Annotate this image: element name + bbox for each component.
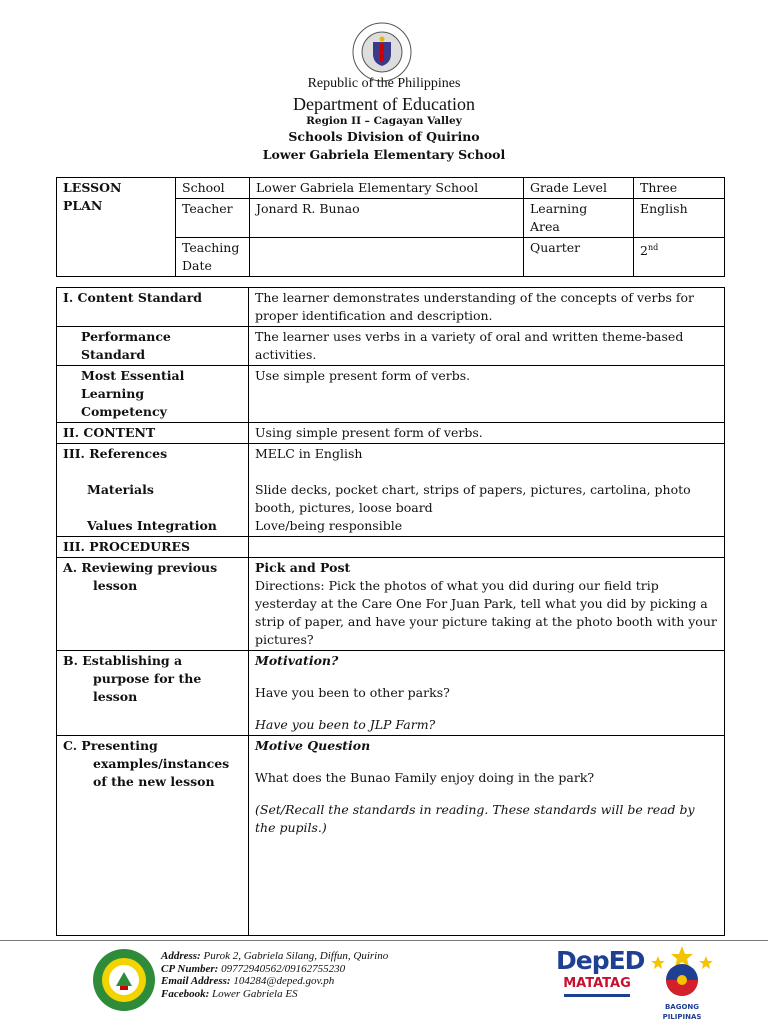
footer-contact-info: Address: Purok 2, Gabriela Silang, Diffun, Quirino CP Number: 09772940562/09162755230 Email Address: 104284@deped.gov.ph Facebook: Lower Gabriela ES [161, 950, 389, 1000]
presenting-examples-value: Motive Question What does the Bunao Family enjoy doing in the park? (Set/Recall the standards in reading. These standards will be read by the pupils.) [249, 736, 725, 936]
deped-seal-logo [352, 22, 412, 82]
matatag-wordmark: MATATAG [563, 976, 631, 991]
presenting-examples-label: C. Presenting examples/instances of the new lesson [57, 736, 249, 936]
content-standard-value: The learner demonstrates understanding of the concepts of verbs for proper identification and description. [249, 288, 725, 327]
performance-standard-value: The learner uses verbs in a variety of oral and written theme-based activities. [249, 327, 725, 366]
content-label: II. CONTENT [57, 423, 249, 444]
deped-matatag-logo [556, 946, 645, 1006]
republic-heading: Republic of the Philippines [307, 76, 461, 91]
teacher-value: Jonard R. Bunao [250, 199, 524, 238]
materials-label: Materials [87, 482, 154, 497]
table-row [57, 736, 725, 936]
table-row [57, 537, 725, 558]
table-row [57, 651, 725, 736]
procedures-label: III. PROCEDURES [57, 537, 249, 558]
school-heading: Lower Gabriela Elementary School [262, 147, 506, 162]
learning-area-label: Learning Area [524, 199, 634, 238]
references-label: III. References Materials Values Integration [57, 444, 249, 537]
values-integration-value: Love/being responsible [255, 518, 403, 533]
division-heading: Schools Division of Quirino [288, 129, 480, 144]
quarter-label: Quarter [524, 238, 634, 277]
bagong-pilipinas-logo [646, 944, 718, 1021]
melc-label: Most Essential Learning Competency [57, 366, 249, 423]
reviewing-lesson-label: A. Reviewing previous lesson [57, 558, 249, 651]
grade-value: Three [634, 178, 725, 199]
lesson-plan-table [56, 287, 725, 936]
table-row [57, 423, 725, 444]
table-row [57, 444, 725, 537]
quarter-value: 2nd [634, 238, 725, 277]
purpose-value: Motivation? Have you been to other parks? Have you been to JLP Farm? [249, 651, 725, 736]
reviewing-lesson-value: Pick and Post Directions: Pick the photos of what you did during our field trip yesterday at the Care One For Juan Park, tell what you did by picking a strip of paper, and have your picture taking at the photo booth with your pictures? [249, 558, 725, 651]
lesson-plan-title: LESSON PLAN [57, 178, 176, 277]
melc-value: Use simple present form of verbs. [249, 366, 725, 423]
footer-divider [0, 940, 768, 941]
materials-value: Slide decks, pocket chart, strips of papers, pictures, cartolina, photo booth, pictures, loose board [255, 482, 691, 515]
bagong-pilipinas-text: BAGONG PILIPINAS [662, 1003, 702, 1021]
content-standard-label: I. Content Standard [57, 288, 249, 327]
table-row [57, 366, 725, 423]
school-seal-logo [92, 948, 156, 1012]
teaching-date-label: Teaching Date [176, 238, 250, 277]
department-heading: Department of Education [293, 94, 475, 114]
references-value: MELC in English Slide decks, pocket chart, strips of papers, pictures, cartolina, photo booth, pictures, loose board Love/being responsible [249, 444, 725, 537]
table-row [57, 327, 725, 366]
teaching-date-value [250, 238, 524, 277]
bagong-pilipinas-emblem [646, 944, 718, 998]
values-integration-label: Values Integration [87, 518, 217, 533]
purpose-label: B. Establishing a purpose for the lesson [57, 651, 249, 736]
deped-wordmark: DepED [556, 946, 645, 975]
performance-standard-label: Performance Standard [57, 327, 249, 366]
table-row [57, 558, 725, 651]
lesson-info-table [56, 177, 725, 277]
teacher-label: Teacher [176, 199, 250, 238]
region-heading: Region II – Cagayan Valley [306, 115, 462, 127]
learning-area-value: English [634, 199, 725, 238]
school-label: School [176, 178, 250, 199]
school-value: Lower Gabriela Elementary School [250, 178, 524, 199]
table-row [57, 288, 725, 327]
procedures-value [249, 537, 725, 558]
content-value: Using simple present form of verbs. [249, 423, 725, 444]
grade-label: Grade Level [524, 178, 634, 199]
